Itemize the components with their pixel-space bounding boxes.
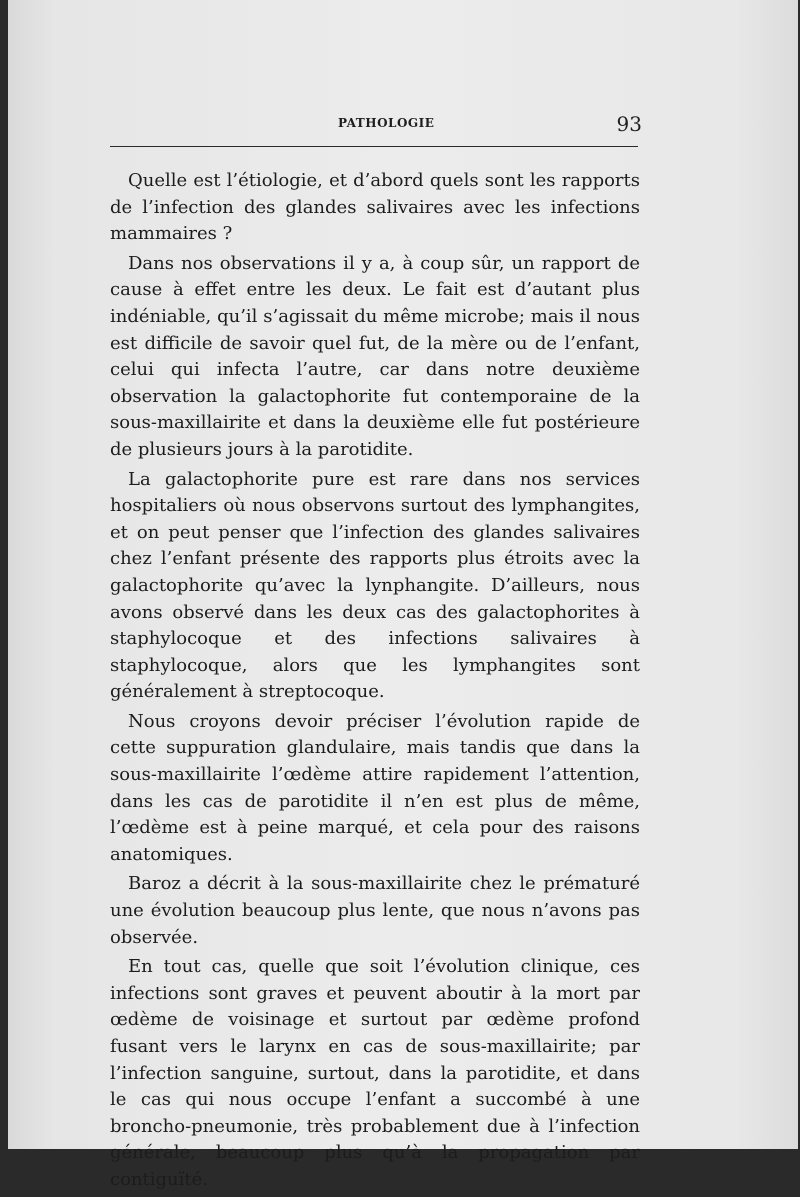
page-number: 93 bbox=[616, 112, 642, 136]
running-header bbox=[118, 108, 648, 140]
running-title: PATHOLOGIE bbox=[338, 116, 435, 130]
paragraph-2: Dans nos observations il y a, à coup sûr, un rapport de cause à effet entre les deux. Le fait est d’autant plus indéniable, qu’il s’agissait du même microbe; mais il nous est difficile de savoir quel fut, de la mère ou de l’enfant, celui qui infecta l’autre, car dans notre deuxième observation la galactophorite fut contemporaine de la sous-maxillairite et dans la deuxième elle fut postérieure de plusieurs jours à la parotidite. bbox=[110, 252, 640, 460]
paragraph-4: Nous croyons devoir préciser l’évolution rapide de cette suppuration glandulaire, mais tandis que dans la sous-maxillairite l’œdème attire rapidement l’attention, dans les cas de parotidite il n’en est plus de même, l’œdème est à peine marqué, et cela pour des raisons anatomiques. bbox=[110, 710, 640, 865]
paragraph-6: En tout cas, quelle que soit l’évolution clinique, ces infections sont graves et peuvent aboutir à la mort par œdème de voisinage et surtout par œdème profond fusant vers le larynx en cas de sous-maxillairite; par l’infection sanguine, surtout, dans la parotidite, et dans le cas qui nous occupe l’enfant a succombé à une broncho-pneumonie, très probablement due à l’infection générale, beaucoup plus qu’à la propagation par contiguïté. bbox=[110, 956, 640, 1190]
header-rule bbox=[110, 146, 638, 147]
paragraph-1: Quelle est l’étiologie, et d’abord quels sont les rapports de l’infection des glandes salivaires avec les infections mammaires ? bbox=[110, 170, 640, 245]
body-text bbox=[110, 168, 640, 1197]
paragraph-5: Baroz a décrit à la sous-maxillairite chez le prématuré une évolution beaucoup plus lente, que nous n’avons pas observée. bbox=[110, 873, 640, 948]
paragraph-3: La galactophorite pure est rare dans nos services hospitaliers où nous observons surtout des lymphangites, et on peut penser que l’infection des glandes salivaires chez l’enfant présente des rapports plus étroits avec la galactophorite qu’avec la lynphangite. D’ailleurs, nous avons observé dans les deux cas des galactophorites à staphylocoque et des infections salivaires à staphylocoque, alors que les lymphangites sont généralement à streptocoque. bbox=[110, 468, 640, 703]
